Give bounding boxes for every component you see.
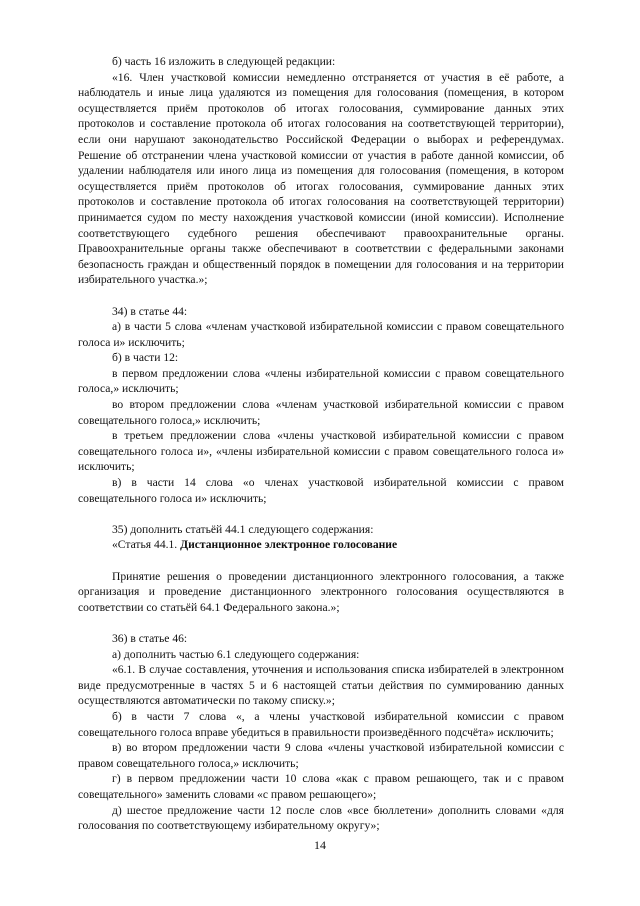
paragraph: г) в первом предложении части 10 слова «как с правом решающего, так и с правом совещательного» заменить словами «с правом решающего»; <box>78 772 564 801</box>
paragraph: б) часть 16 изложить в следующей редакции: <box>112 55 336 68</box>
paragraph: Принятие решения о проведении дистанционного электронного голосования, а также организация и проведение дистанционного электронного голосования осуществляются в соответствии со статьёй 64.1 Федерального закона.»; <box>78 569 564 614</box>
paragraph: а) в части 5 слова «членам участковой избирательной комиссии с правом совещательного голоса и» исключить; <box>78 320 564 349</box>
section-heading: 35) дополнить статьёй 44.1 следующего содержания: <box>112 522 374 536</box>
paragraph: б) в части 12: <box>112 351 179 365</box>
paragraph: б) в части 7 слова «, а члены участковой избирательной комиссии с правом совещательного голоса вправе убедиться в правильности произведённого подсчёта» исключить; <box>78 709 564 739</box>
paragraph: в первом предложении слова «члены избирательной комиссии с правом совещательного голоса,» исключить; <box>78 366 564 396</box>
paragraph: в) в части 14 слова «о членах участковой избирательной комиссии с правом совещательного голоса и» исключить; <box>78 476 564 505</box>
article-prefix: «Статья 44.1. <box>112 538 181 552</box>
article-title: Дистанционное электронное голосование <box>180 538 398 552</box>
paragraph: в) во втором предложении части 9 слова «члены участковой избирательной комиссии с правом совещательного голоса,» исключить; <box>78 741 564 770</box>
paragraph: «16. Член участковой комиссии немедленно отстраняется от участия в её работе, а наблюдатель и иные лица удаляются из помещения для голосования (помещения, в котором осуществляется приём протоколов об итогах голосования, суммирование данных этих протоколов и составление протокола об итогах голосования на соответствующей территории), если они нарушают законодательство Российской Федерации о выборах и референдумах. Решение об отстранении члена участковой комиссии от участия в работе данной комиссии, об удалении наблюдателя или иного лица из помещения для голосования (помещения, в котором осуществляется приём протоколов об итогах голосования, суммирование данных этих протоколов и составление протокола об итогах голосования на соответствующей территории) принимается судом по месту нахождения участковой комиссии (иной комиссии). Исполнение соответствующего судебного решения обеспечивают правоохранительные органы. Правоохранительные органы также обеспечивают в соответствии с федеральными законами безопасность граждан и общественный порядок в помещении для голосования и на территории избирательного участка.»; <box>78 70 564 287</box>
paragraph: во втором предложении слова «членам участковой избирательной комиссии с правом совещательного голоса,» исключить; <box>78 398 564 427</box>
document-body <box>78 54 564 834</box>
section-heading: 34) в статье 44: <box>112 304 188 318</box>
paragraph: в третьем предложении слова «члены участковой избирательной комиссии с правом совещательного голоса и», «члены избирательной комиссии с правом совещательного голоса и» исключить; <box>78 429 564 474</box>
article-heading <box>78 537 564 553</box>
paragraph: «6.1. В случае составления, уточнения и использования списка избирателей в электронном виде предусмотренные в частях 5 и 6 настоящей статьи действия по суммированию данных осуществляются автоматически по такому списку.»; <box>78 663 564 708</box>
page-number: 14 <box>314 838 326 852</box>
section-heading: 36) в статье 46: <box>112 631 188 645</box>
paragraph: а) дополнить частью 6.1 следующего содержания: <box>112 647 360 661</box>
paragraph: д) шестое предложение части 12 после слов «все бюллетени» дополнить словами «для голосования по соответствующему избирательному округу»; <box>78 803 564 833</box>
